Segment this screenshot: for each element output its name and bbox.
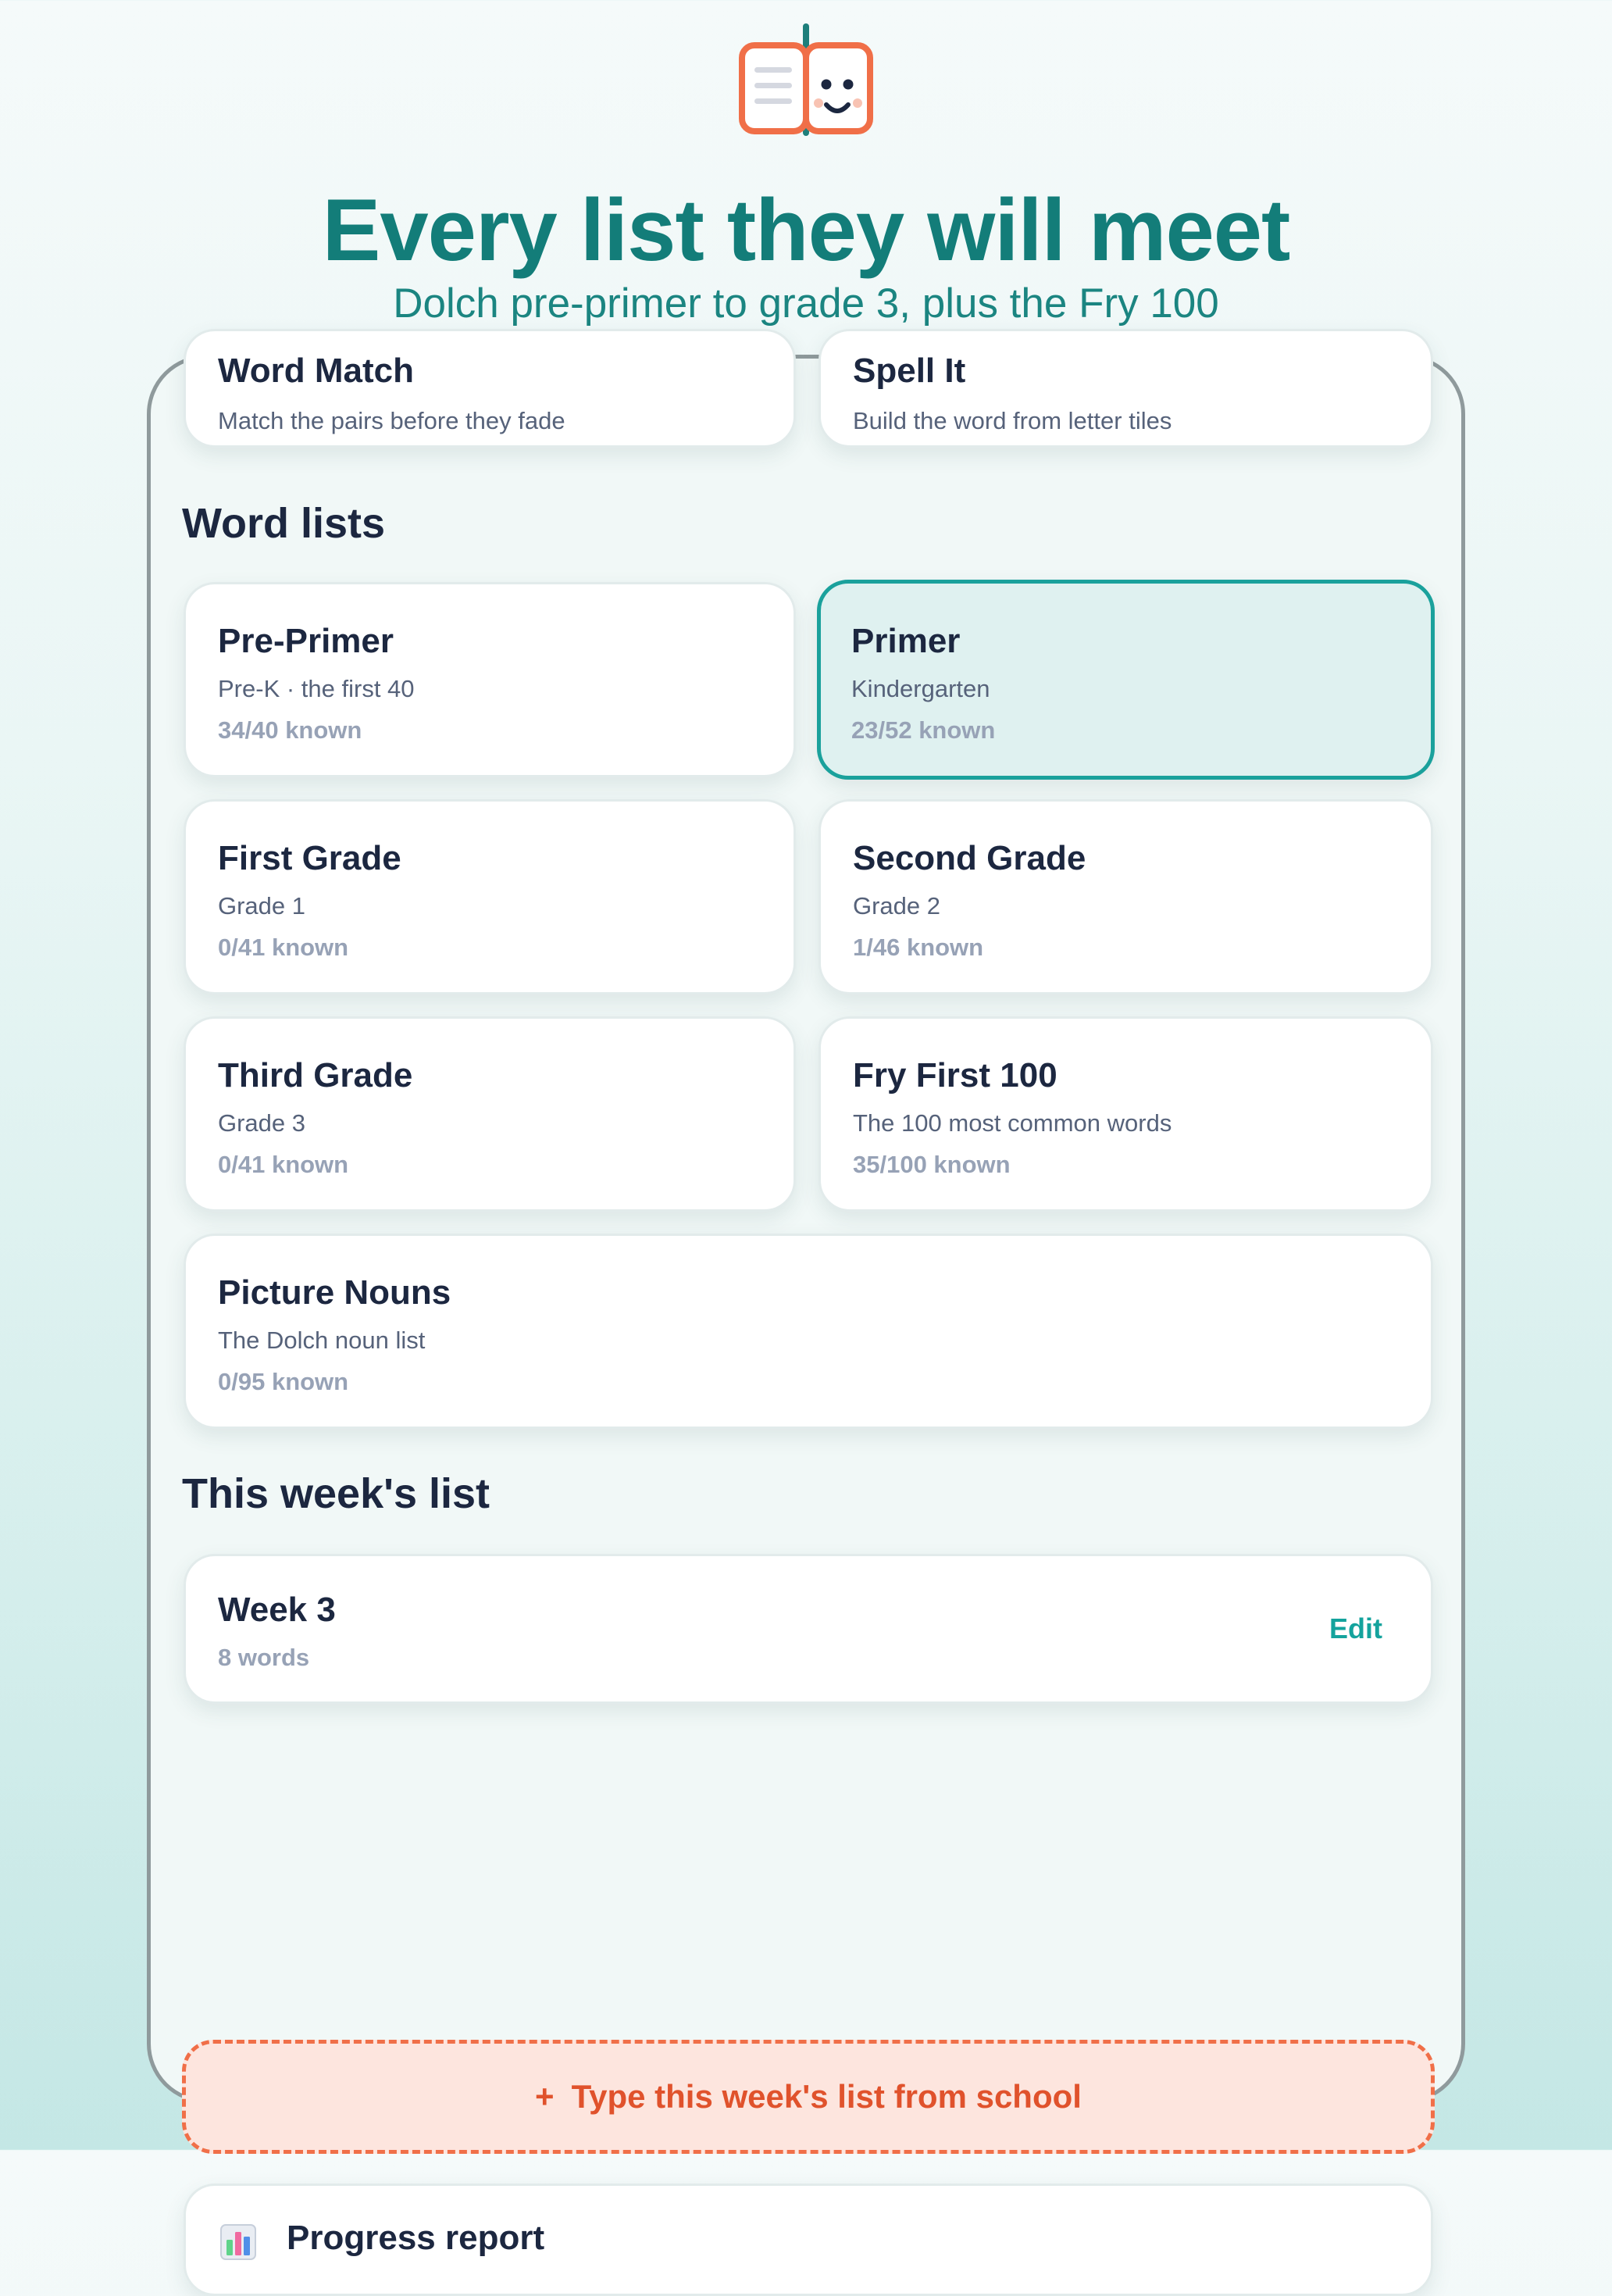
list-progress: 0/41 known: [218, 934, 349, 961]
list-title: Fry First 100: [853, 1056, 1057, 1094]
list-title: Picture Nouns: [218, 1273, 451, 1312]
list-subtitle: Grade 2: [853, 892, 941, 919]
list-progress: 0/95 known: [218, 1368, 349, 1395]
word-lists-heading: Word lists: [182, 500, 386, 547]
list-title: First Grade: [218, 839, 401, 877]
list-subtitle: The Dolch noun list: [218, 1327, 426, 1354]
word-list-card-second-grade[interactable]: [818, 799, 1433, 994]
page-headline: Every list they will meet: [322, 181, 1290, 279]
list-title: Third Grade: [218, 1056, 413, 1094]
device-frame: [147, 352, 1465, 2257]
list-title: Pre-Primer: [218, 622, 394, 660]
list-title: Second Grade: [853, 839, 1086, 877]
list-progress: 35/100 known: [853, 1151, 1011, 1178]
list-progress: 34/40 known: [218, 716, 362, 744]
word-list-card-primer[interactable]: [817, 580, 1435, 780]
page-subheadline: Dolch pre-primer to grade 3, plus the Fry 100: [393, 280, 1219, 327]
list-subtitle: Kindergarten: [851, 675, 990, 702]
list-progress: 23/52 known: [851, 716, 996, 744]
this-week-heading: This week's list: [182, 1470, 490, 1517]
game-card-spell-it[interactable]: [818, 329, 1433, 448]
list-subtitle: Grade 3: [218, 1109, 306, 1137]
week-list-card[interactable]: [184, 1554, 1433, 1704]
progress-report-button[interactable]: [184, 2184, 1433, 2296]
game-description: Build the word from letter tiles: [853, 407, 1172, 434]
plus-icon: +: [535, 2078, 555, 2115]
edit-week-list-button[interactable]: Edit: [1329, 1612, 1382, 1644]
list-progress: 0/41 known: [218, 1151, 349, 1178]
list-progress: 1/46 known: [853, 934, 984, 961]
week-word-count: 8 words: [218, 1644, 310, 1671]
list-title: Primer: [851, 622, 961, 660]
game-description: Match the pairs before they fade: [218, 407, 565, 434]
add-weekly-list-button[interactable]: [182, 2040, 1435, 2154]
game-card-word-match[interactable]: [184, 329, 796, 448]
bar-chart-icon: [220, 2224, 256, 2260]
list-subtitle: Grade 1: [218, 892, 306, 919]
word-list-card-fry-first-100[interactable]: [818, 1016, 1433, 1212]
add-weekly-list-label: Type this week's list from school: [571, 2078, 1082, 2115]
game-title: Word Match: [218, 352, 414, 390]
word-list-card-pre-primer[interactable]: [184, 582, 796, 777]
progress-report-label: Progress report: [287, 2219, 545, 2257]
word-list-card-first-grade[interactable]: [184, 799, 796, 994]
week-title: Week 3: [218, 1591, 336, 1629]
game-title: Spell It: [853, 352, 966, 390]
book-face-logo-icon: [736, 22, 876, 137]
list-subtitle: Pre-K · the first 40: [218, 675, 415, 702]
word-list-card-third-grade[interactable]: [184, 1016, 796, 1212]
word-list-card-picture-nouns[interactable]: [184, 1234, 1433, 1429]
list-subtitle: The 100 most common words: [853, 1109, 1172, 1137]
